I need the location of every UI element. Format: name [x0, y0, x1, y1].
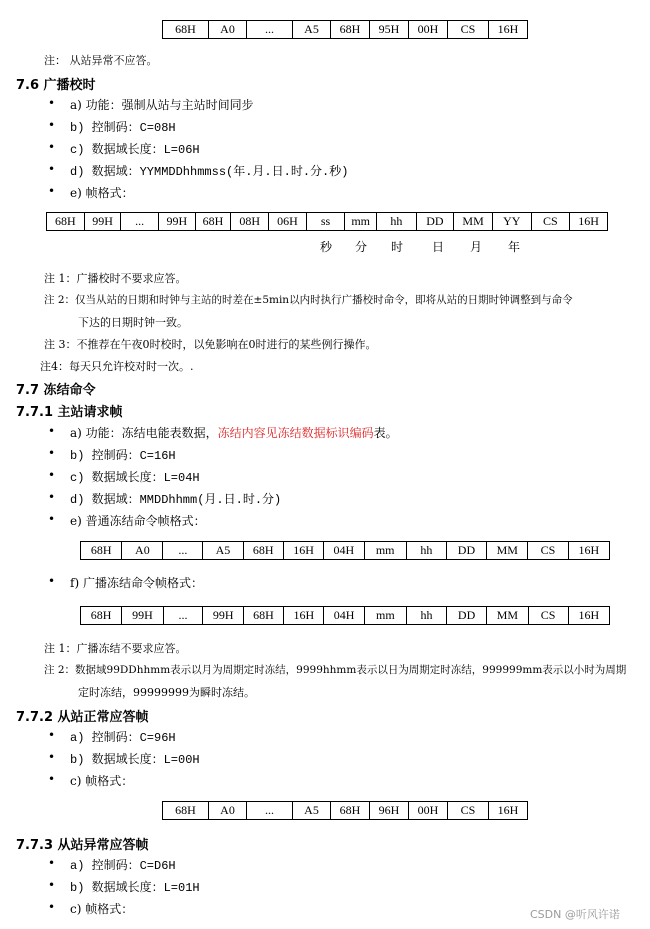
frame-cell: hh	[406, 542, 446, 560]
note: 注 2：数据域99DDhhmm表示以月为周期定时冻结，9999hhmm表示以日为周期定时冻结，999999mm表示以小时为周期	[44, 664, 627, 676]
field-label: 年	[508, 240, 521, 254]
frame-cell: CS	[528, 607, 568, 625]
frame-cell: MM	[487, 607, 528, 625]
frame-cell: CS	[448, 21, 489, 39]
frame-cell: 99H	[122, 607, 163, 625]
frame-cell: 68H	[81, 542, 122, 560]
frame-cell: DD	[446, 542, 486, 560]
note: 注 1：广播校时不要求应答。	[44, 272, 187, 285]
broadcast-freeze-frame-table	[80, 606, 610, 625]
frame-cell: 16H	[284, 607, 324, 625]
frame-cell: 16H	[283, 542, 323, 560]
frame-cell: 99H	[84, 213, 121, 231]
frame-cell: 68H	[243, 607, 283, 625]
note: 注4：每天只允许校对时一次。.	[40, 360, 194, 373]
frame-cell: mm	[364, 607, 406, 625]
frame-cell: CS	[528, 542, 568, 560]
frame-cell: A5	[293, 21, 331, 39]
frame-cell: mm	[364, 542, 406, 560]
frame-cell: A5	[293, 802, 331, 820]
field-label: 月	[470, 240, 483, 254]
frame-cell: 96H	[370, 802, 409, 820]
field-label: 秒	[320, 240, 333, 254]
frame-cell: 16H	[489, 802, 528, 820]
frame-cell: YY	[492, 213, 531, 231]
field-label: 分	[355, 240, 368, 254]
frame-cell: MM	[454, 213, 493, 231]
field-label: 日	[432, 240, 445, 254]
frame-cell: mm	[345, 213, 377, 231]
frame-cell: 16H	[568, 542, 609, 560]
frame-cell: 06H	[269, 213, 307, 231]
frame-cell: 16H	[570, 213, 608, 231]
frame-cell: 68H	[163, 21, 209, 39]
section-heading-7-7-1: 7.7.1 主站请求帧	[16, 405, 123, 420]
frame-cell: ...	[247, 21, 293, 39]
freeze-frame-table	[80, 541, 610, 560]
frame-cell: A5	[203, 542, 243, 560]
section-heading-7-7-2: 7.7.2 从站正常应答帧	[16, 710, 149, 725]
frame-cell: 00H	[409, 21, 448, 39]
frame-cell: DD	[447, 607, 487, 625]
watermark: CSDN @听风许诺	[530, 908, 620, 921]
frame-cell: 99H	[203, 607, 243, 625]
section-heading-7-7-3: 7.7.3 从站异常应答帧	[16, 838, 149, 853]
frame-cell: ...	[247, 802, 293, 820]
frame-cell: 00H	[409, 802, 448, 820]
frame-cell: CS	[448, 802, 489, 820]
frame-cell: A0	[122, 542, 163, 560]
frame-cell: ...	[121, 213, 159, 231]
frame-cell: CS	[531, 213, 570, 231]
frame-cell: ss	[306, 213, 345, 231]
section-heading-7-6: 7.6 广播校时	[16, 78, 96, 93]
frame-cell: A0	[209, 21, 247, 39]
frame-cell: 95H	[370, 21, 409, 39]
note: 注 1：广播冻结不要求应答。	[44, 642, 187, 655]
frame-cell: 68H	[331, 802, 370, 820]
red-reference: 冻结内容见冻结数据标识编码	[217, 426, 374, 440]
frame-cell: 16H	[568, 607, 609, 625]
frame-cell: 68H	[47, 213, 85, 231]
frame-cell: 04H	[324, 542, 364, 560]
frame-cell: DD	[416, 213, 454, 231]
frame-cell: 68H	[81, 607, 122, 625]
note: 下达的日期时钟一致。	[78, 316, 188, 329]
frame-cell: 99H	[158, 213, 195, 231]
frame-cell: 68H	[163, 802, 209, 820]
note: 定时冻结，99999999为瞬时冻结。	[78, 686, 255, 699]
frame-cell: 04H	[324, 607, 364, 625]
frame-cell: ...	[163, 607, 203, 625]
frame-cell: 68H	[195, 213, 231, 231]
frame-cell: 68H	[331, 21, 370, 39]
section-heading-7-7: 7.7 冻结命令	[16, 383, 96, 398]
frame-cell: 08H	[231, 213, 269, 231]
frame-cell: 68H	[243, 542, 283, 560]
frame-cell: ...	[163, 542, 203, 560]
broadcast-time-frame-table	[46, 212, 608, 231]
frame-cell: MM	[487, 542, 528, 560]
top-frame-table	[162, 20, 528, 39]
frame-cell: A0	[209, 802, 247, 820]
note: 注： 从站异常不应答。	[44, 54, 158, 67]
field-label: 时	[391, 240, 404, 254]
frame-cell: hh	[406, 607, 446, 625]
note: 注 3：不推荐在午夜0时校时，以免影响在0时进行的某些例行操作。	[44, 338, 377, 351]
frame-cell: 16H	[489, 21, 528, 39]
note: 注 2：仅当从站的日期和时钟与主站的时差在±5min以内时执行广播校时命令，即将从站的日期时钟调整到与命令	[44, 294, 573, 306]
normal-response-frame-table	[162, 801, 528, 820]
frame-cell: hh	[377, 213, 417, 231]
